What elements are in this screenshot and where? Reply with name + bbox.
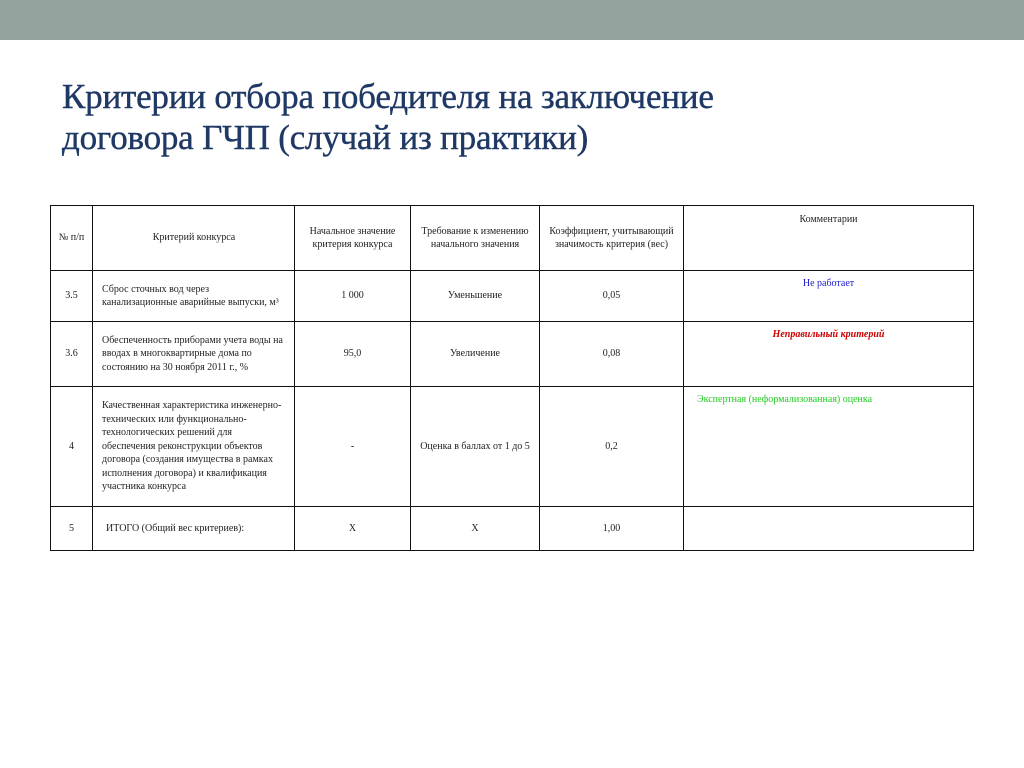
slide-title-line-2: договора ГЧП (случай из практики) [62, 118, 589, 157]
comment-not-working: Не работает [802, 278, 855, 289]
comment-expert-assessment: Экспертная (неформализованная) оценка [697, 394, 873, 405]
header-requirement: Требование к изменению начального значения [411, 206, 540, 271]
row-coefficient: 0,05 [540, 271, 684, 322]
row-coefficient: 0,2 [540, 387, 684, 507]
row-coefficient: 0,08 [540, 322, 684, 387]
slide-title-line-1: Критерии отбора победителя на заключение [62, 77, 714, 116]
row-requirement: Увеличение [411, 322, 540, 387]
table-row [51, 271, 974, 322]
row-num: 5 [51, 507, 93, 551]
header-comments: Комментарии [684, 206, 974, 271]
row-num: 3.6 [51, 322, 93, 387]
table-row [51, 387, 974, 507]
row-comment-cell [684, 507, 974, 551]
row-requirement: Оценка в баллах от 1 до 5 [411, 387, 540, 507]
table-header-row [51, 206, 974, 271]
header-criterion: Критерий конкурса [93, 206, 295, 271]
row-criterion: Сброс сточных вод через канализационные аварийные выпуски, м³ [93, 271, 295, 322]
row-num: 3.5 [51, 271, 93, 322]
row-criterion-total: ИТОГО (Общий вес критериев): [93, 507, 295, 551]
row-initial-value: Х [295, 507, 411, 551]
row-initial-value: - [295, 387, 411, 507]
slide-title [62, 76, 962, 158]
criteria-table [50, 205, 974, 551]
table-row [51, 322, 974, 387]
row-initial-value: 1 000 [295, 271, 411, 322]
header-initial-value: Начальное значение критерия конкурса [295, 206, 411, 271]
row-initial-value: 95,0 [295, 322, 411, 387]
top-decorative-band [0, 0, 1024, 40]
row-num: 4 [51, 387, 93, 507]
table-row-total [51, 507, 974, 551]
row-comment-cell [684, 322, 974, 387]
row-criterion: Качественная характеристика инженерно-технических или функционально-технологических решений для обеспечения реконструкции объектов договора (создания имущества в рамках исполнения договора) и квалификация участника конкурса [93, 387, 295, 507]
row-criterion: Обеспеченность приборами учета воды на вводах в многоквартирные дома по состоянию на 30 ноября 2011 г., % [93, 322, 295, 387]
row-requirement: Уменьшение [411, 271, 540, 322]
comment-wrong-criterion: Неправильный критерий [772, 329, 885, 340]
header-coefficient: Коэффициент, учитывающий значимость критерия (вес) [540, 206, 684, 271]
row-comment-cell [684, 387, 974, 507]
row-requirement: Х [411, 507, 540, 551]
row-comment-cell [684, 271, 974, 322]
row-coefficient: 1,00 [540, 507, 684, 551]
header-num: № п/п [51, 206, 93, 271]
